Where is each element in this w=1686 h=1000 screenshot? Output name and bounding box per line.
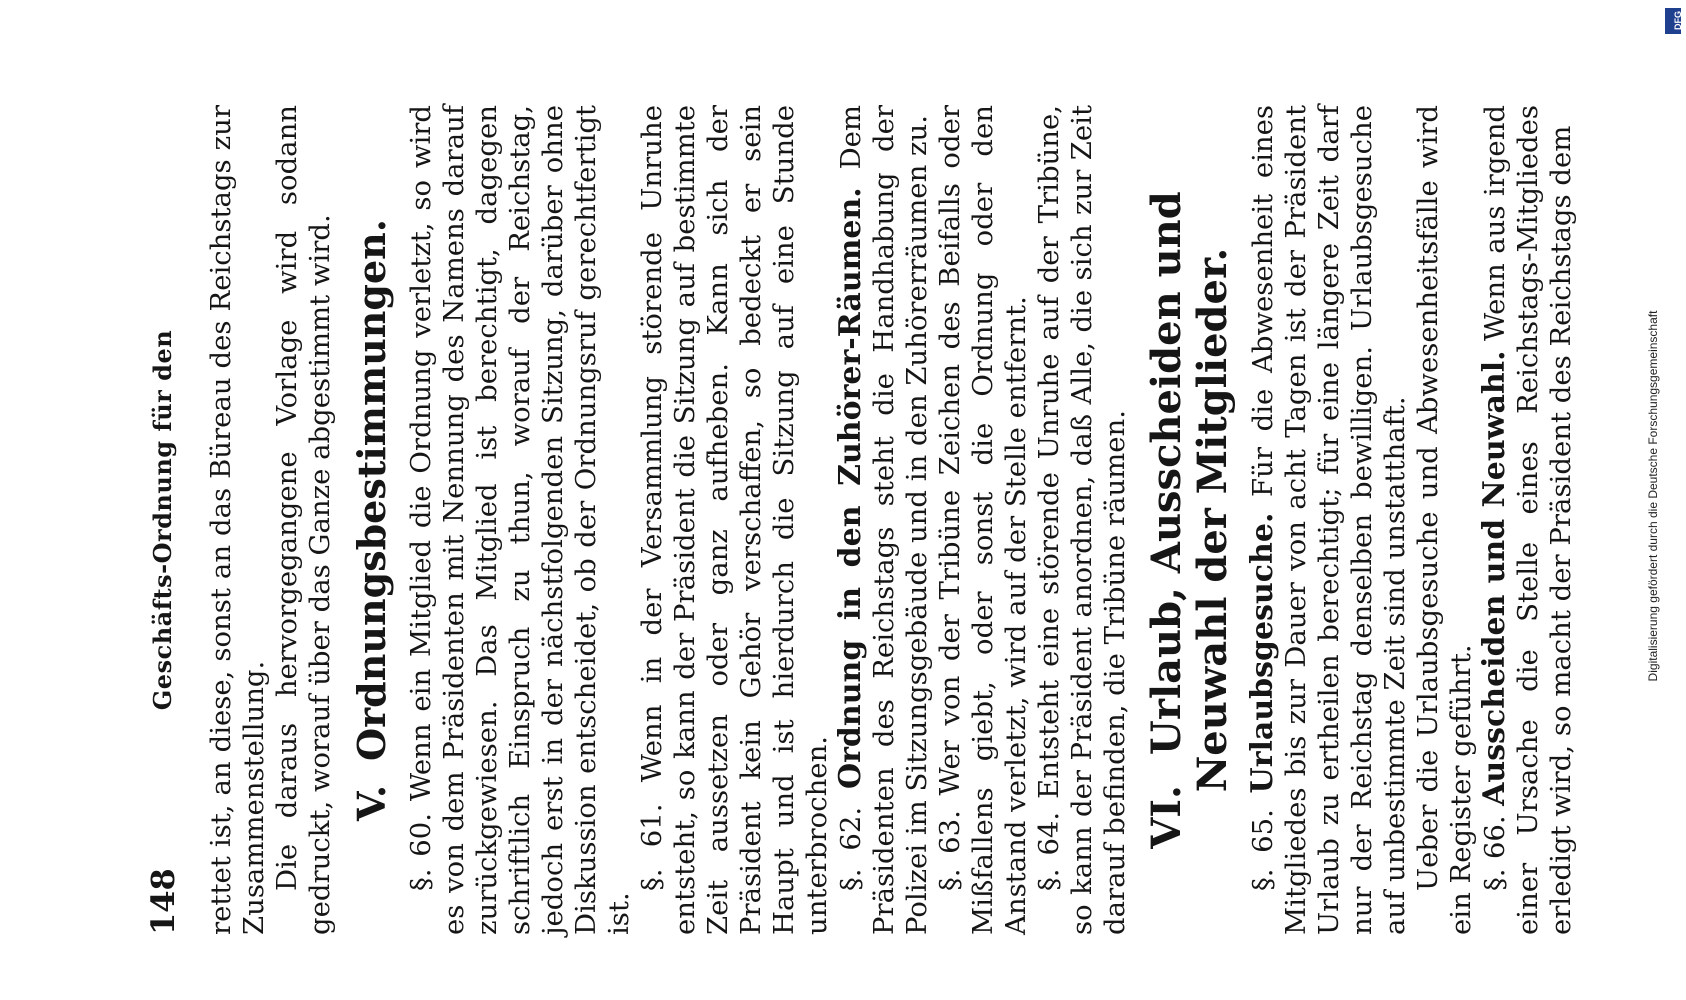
running-title: Geschäfts-Ordnung für den: [148, 329, 177, 711]
paragraph-60: §. 60. Wenn ein Mitglied die Ordnung verletzt, so wird es von dem Präsidenten mit Nennung des Namens darauf zurückgewiesen. Das Mitglied ist berechtigt, dagegen schriftlich Einspruch zu thun, worauf der Reichstag, jedoch erst in der nächstfolgenden Sitzung, darüber ohne Diskussion entscheidet, ob der Ordnungsruf gerechtfertigt ist.: [405, 105, 635, 935]
funding-note: Digitalisierung gefördert durch die Deutsche Forschungsgemeinschaft: [1646, 310, 1660, 682]
paragraph-65: [1246, 105, 1412, 935]
section-title: Urlaub, Ausscheiden und Neuwahl der Mitglieder.: [1143, 191, 1236, 793]
paragraph-66-text: Wenn aus irgend einer Ursache die Stelle eines Reichstags-Mitgliedes erledigt wird, so macht der Präsident des Reichstags dem: [1479, 104, 1577, 935]
paragraph-65-heading: Urlaubsgesuche.: [1245, 512, 1280, 794]
page-body: [205, 105, 1578, 935]
paragraph-62: [834, 105, 934, 935]
paragraph-61: §. 61. Wenn in der Versammlung störende Unruhe entsteht, so kann der Präsident die Sitzung auf bestimmte Zeit aussetzen oder ganz aufheben. Kann sich der Präsident kein Gehör verschaffen, so bedeckt er sein Haupt und ist hierdurch die Sitzung auf eine Stunde unterbrochen.: [636, 105, 833, 935]
paragraph-62-text: Dem Präsidenten des Reichstags steht die Handhabung der Polizei im Sitzungsgebäude und in den Zuhörerräumen zu.: [835, 105, 933, 935]
running-header: [143, 105, 183, 935]
section-title: Ordnungsbestimmungen.: [349, 218, 394, 761]
paragraph-vorlage: Die daraus hervorgegangene Vorlage wird sodann gedruckt, worauf über das Ganze abgestimmt wird.: [271, 105, 336, 935]
paragraph-65-register: Ueber die Urlaubsgesuche und Abwesenheitsfälle wird ein Register geführt.: [1412, 105, 1477, 935]
paragraph-66-heading: Ausscheiden und Neuwahl.: [1477, 350, 1512, 806]
section-heading-vi: [1144, 105, 1236, 935]
paragraph-65-text: Für die Abwesenheit eines Mitgliedes bis zur Dauer von acht Tagen ist der Präsident Urlaub zu ertheilen berechtigt; für eine längere Zeit darf nur der Reichstag denselben bewilligen. Urlaubsgesuche auf unbestimmte Zeit sind unstatthaft.: [1247, 105, 1411, 935]
dfg-logo-icon: DFG: [1665, 8, 1681, 34]
book-page: [143, 104, 1577, 935]
paragraph-62-heading: Ordnung in den Zuhörer-Räumen.: [833, 187, 868, 790]
section-number: VI.: [1143, 785, 1190, 849]
page-number: 148: [144, 868, 182, 935]
paragraph-continuation: rettet ist, an diese, sonst an das Büreau des Reichstags zur Zusammenstellung.: [205, 105, 270, 935]
paragraph-62-lead: §. 62.: [835, 806, 867, 891]
section-heading-v: [349, 105, 395, 935]
paragraph-65-lead: §. 65.: [1247, 809, 1279, 891]
paragraph-64: §. 64. Entsteht eine störende Unruhe auf der Tribüne, so kann der Präsident anordnen, daß Alle, die sich zur Zeit darauf befinden, die Tribüne räumen.: [1033, 105, 1131, 935]
paragraph-66-lead: §. 66.: [1479, 815, 1511, 891]
paragraph-66: [1478, 105, 1578, 935]
section-number: V.: [349, 784, 394, 822]
paragraph-63: §. 63. Wer von der Tribüne Zeichen des Beifalls oder Mißfallens giebt, oder sonst die Ordnung oder den Anstand verletzt, wird auf der Stelle entfernt.: [934, 105, 1032, 935]
